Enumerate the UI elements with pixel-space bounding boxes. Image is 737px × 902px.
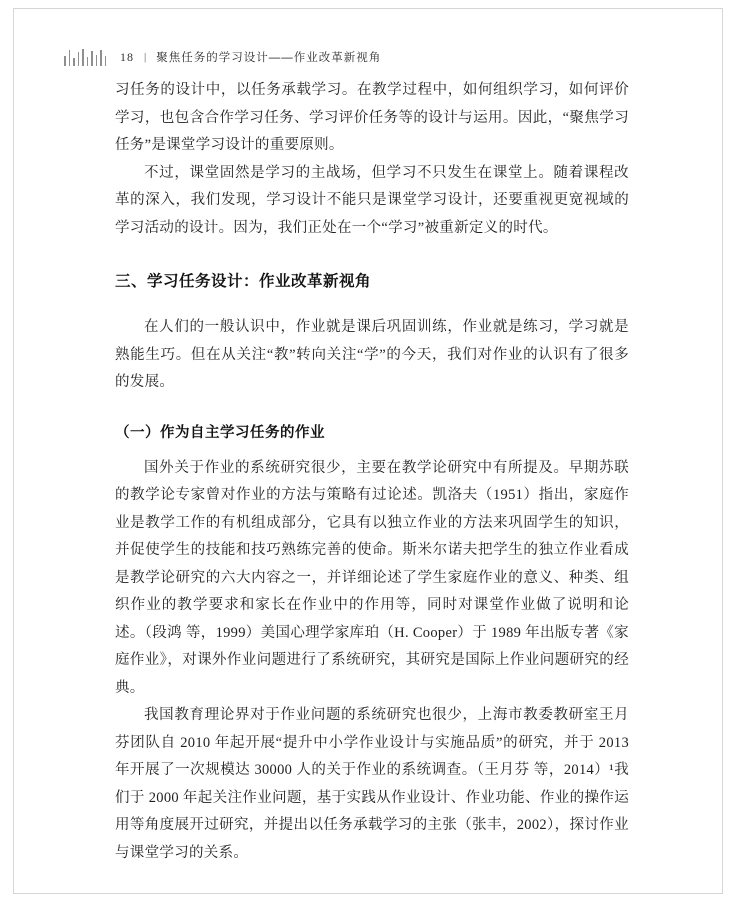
header-divider-icon: |: [144, 51, 147, 63]
book-page: [13, 8, 723, 894]
paragraph-3: 在人们的一般认识中，作业就是课后巩固训练，作业就是练习，学习就是熟能生巧。但在从关注“教”转向关注“学”的今天，我们对作业的认识有了很多的发展。: [115, 319, 629, 390]
page-number: 18: [120, 49, 134, 64]
paragraph-2: 不过，课堂固然是学习的主战场，但学习不只发生在课堂上。随着课程改革的深入，我们发现，学习设计不能只是课堂学习设计，还要重视更宽视域的学习活动的设计。因为，我们正处在一个“学习”被重新定义的时代。: [115, 164, 629, 236]
page-body: [115, 77, 629, 867]
paragraph-1: 习任务的设计中，以任务承载学习。在教学过程中，如何组织学习，如何评价学习，也包含合作学习任务、学习评价任务等的设计与运用。因此，“聚焦学习任务”是课堂学习设计的重要原则。: [115, 82, 629, 153]
section-heading: 三、学习任务设计：作业改革新视角: [115, 273, 372, 290]
subsection-heading: （一）作为自主学习任务的作业: [115, 424, 325, 441]
running-title: 聚焦任务的学习设计——作业改革新视角: [156, 52, 382, 64]
paragraph-4: 国外关于作业的系统研究很少，主要在教学论研究中有所提及。早期苏联的教学论专家曾对作业的方法与策略有过论述。凯洛夫（1951）指出，家庭作业是教学工作的有机组成部分，它具有以独立作业的方法来巩固学生的知识，并促使学生的技能和技巧熟练完善的使命。斯米尔诺夫把学生的独立作业看成是教学论研究的六大内容之一，并详细论述了学生家庭作业的意义、种类、组织作业的教学要求和家长在作业中的作用等，同时对课堂作业做了说明和论述。（段鸿 等，1999）美国心理学家库珀（H. Cooper）于 1989 年出版专著《家庭作业》，对课外作业问题进行了系统研究，其研究是国际上作业问题研究的经典。: [115, 459, 629, 696]
page-header: [64, 47, 381, 67]
spine-marks-icon: [64, 49, 106, 66]
paragraph-5: 我国教育理论界对于作业问题的系统研究也很少，上海市教委教研室王月芬团队自 2010 年起开展“提升中小学作业设计与实施品质”的研究，并于 2013 年开展了一次规模达 30000 人的关于作业的系统调查。（王月芬 等，2014）¹我们于 2000 年起关注作业问题，基于实践从作业设计、作业功能、作业的操作运用等角度展开过研究，并提出以任务承载学习的主张（张丰，2002），探讨作业与课堂学习的关系。: [115, 707, 629, 861]
